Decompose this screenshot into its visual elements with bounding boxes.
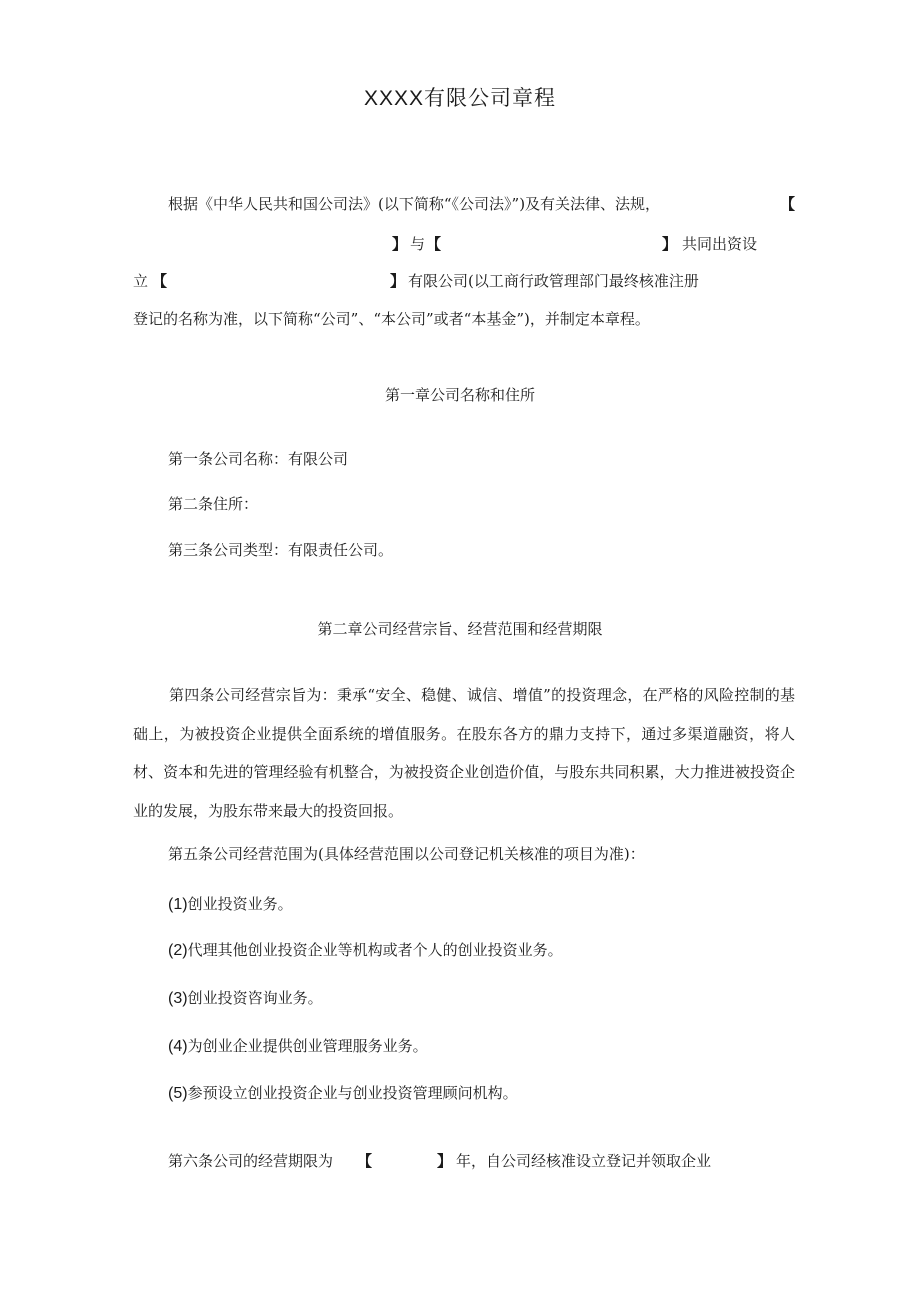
preamble-line-1: 根据《中华人民共和国公司法》(以下简称“《公司法》”)及有关法律、法规， bbox=[168, 195, 661, 213]
scope-item-number: (3) bbox=[168, 990, 188, 1007]
article-4: 第四条公司经营宗旨为：秉承“安全、稳健、诚信、增值”的投资理念，在严格的风险控制的基础上，为被投资企业提供全面系统的增值服务。在股东各方的鼎力支持下，通过多渠道融资，将人材、资本和先进的管理经验有机整合，为被投资企业创造价值，与股东共同积累，大力推进被投资企业的发展，为股东带来最大的投资回报。 bbox=[133, 686, 795, 820]
scope-item-text: 参预设立创业投资企业与创业投资管理顾问机构。 bbox=[187, 1084, 518, 1102]
scope-item-number: (4) bbox=[168, 1038, 188, 1055]
bracket-close: 】 bbox=[392, 235, 408, 253]
scope-item-text: 代理其他创业投资企业等机构或者个人的创业投资业务。 bbox=[187, 941, 563, 959]
scope-item-number: (2) bbox=[168, 942, 188, 959]
scope-item bbox=[168, 988, 323, 1009]
chapter-2-heading: 第二章公司经营宗旨、经营范围和经营期限 bbox=[317, 620, 603, 638]
bracket-close: 】 bbox=[437, 1152, 453, 1170]
preamble-line-2-tail: 共同出资设 bbox=[682, 235, 758, 253]
scope-item bbox=[168, 1083, 518, 1104]
preamble-line-4: 登记的名称为准，以下简称“公司”、“本公司”或者“本基金”)，并制定本章程。 bbox=[133, 310, 650, 328]
document-title: XXXX有限公司章程 bbox=[363, 87, 557, 110]
scope-item-number: (1) bbox=[168, 896, 188, 913]
bracket-open: 【 bbox=[152, 272, 168, 290]
preamble-line-3-tail: 有限公司(以工商行政管理部门最终核准注册 bbox=[408, 272, 699, 290]
article-3: 第三条公司类型：有限责任公司。 bbox=[168, 541, 394, 559]
bracket-open: 【 bbox=[426, 235, 442, 253]
scope-item-text: 创业投资业务。 bbox=[187, 895, 293, 913]
preamble-line-3-head: 立 bbox=[133, 272, 149, 290]
preamble-with: 与 bbox=[410, 235, 426, 253]
scope-item bbox=[168, 1036, 428, 1057]
scope-item-text: 创业投资咨询业务。 bbox=[187, 989, 323, 1007]
scope-item-text: 为创业企业提供创业管理服务业务。 bbox=[187, 1037, 428, 1055]
bracket-close: 】 bbox=[662, 235, 678, 253]
article-6-head: 第六条公司的经营期限为 bbox=[168, 1152, 334, 1170]
scope-item bbox=[168, 940, 563, 961]
scope-item-number: (5) bbox=[168, 1085, 188, 1102]
bracket-open: 【 bbox=[780, 195, 796, 213]
article-2: 第二条住所： bbox=[168, 495, 259, 513]
bracket-close: 】 bbox=[390, 272, 406, 290]
bracket-open: 【 bbox=[357, 1152, 373, 1170]
article-1: 第一条公司名称：有限公司 bbox=[168, 450, 349, 468]
scope-item bbox=[168, 894, 293, 915]
chapter-1-heading: 第一章公司名称和住所 bbox=[384, 386, 535, 404]
article-6-tail: 年，自公司经核准设立登记并领取企业 bbox=[456, 1152, 712, 1170]
article-5: 第五条公司经营范围为(具体经营范围以公司登记机关核准的项目为准)： bbox=[168, 845, 645, 863]
